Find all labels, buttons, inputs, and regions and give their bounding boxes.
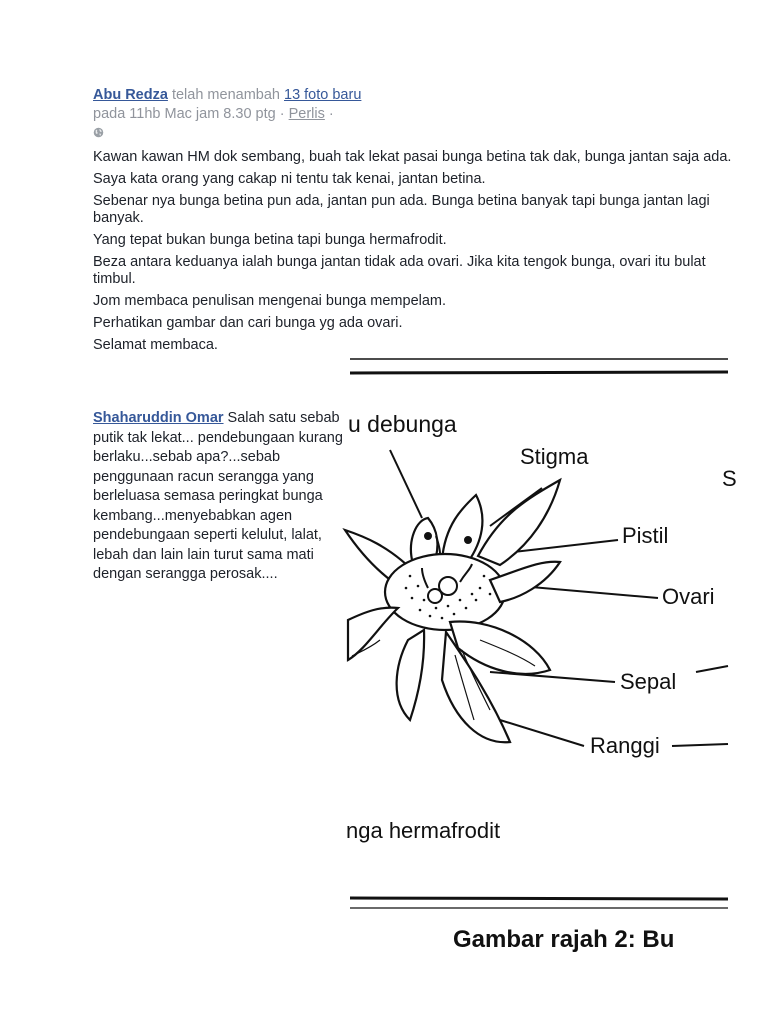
flower-diagram-svg <box>346 350 737 1010</box>
diagram-caption: nga hermafrodit <box>346 818 501 843</box>
post-body <box>93 149 733 359</box>
label-pistil: Pistil <box>622 523 669 548</box>
post-header-line1 <box>93 86 733 105</box>
label-sepal: Sepal <box>620 669 677 694</box>
post-meta-line <box>93 105 733 124</box>
post-action-text: telah menambah <box>167 87 284 103</box>
post-paragraph: Sebenar nya bunga betina pun ada, jantan pun ada. Bunga betina banyak tapi bunga jantan lagi banyak. <box>93 193 710 226</box>
post-paragraph: Perhatikan gambar dan cari bunga yg ada ovari. <box>93 315 403 331</box>
post-author-link[interactable]: Abu Redza <box>93 87 168 103</box>
post-header <box>93 86 733 124</box>
post-paragraph: Jom membaca penulisan mengenai bunga mempelam. <box>93 293 447 309</box>
figure-title: Gambar rajah 2: Bu <box>453 926 675 953</box>
comment-author-link[interactable]: Shaharuddin Omar <box>93 410 224 426</box>
label-stigma: Stigma <box>520 444 589 469</box>
post-paragraph: Saya kata orang yang cakap ni tentu tak kenai, jantan betina. <box>93 171 486 187</box>
meta-suffix: · <box>324 106 334 122</box>
photos-link[interactable]: 13 foto baru <box>284 87 362 103</box>
label-edge-char: S <box>722 466 737 491</box>
comment <box>93 409 345 585</box>
label-ovari: Ovari <box>662 584 715 609</box>
flower-diagram <box>346 350 737 1010</box>
post-timestamp: pada 11hb Mac jam 8.30 ptg · <box>93 106 289 122</box>
diagram-top-label: u debunga <box>348 411 457 437</box>
post-paragraph: Beza antara keduanya ialah bunga jantan tidak ada ovari. Jika kita tengok bunga, ovari itu bulat timbul. <box>93 254 706 287</box>
globe-icon[interactable] <box>93 127 104 138</box>
post-paragraph: Yang tepat bukan bunga betina tapi bunga hermafrodit. <box>93 232 447 248</box>
post-paragraph: Kawan kawan HM dok sembang, buah tak lekat pasai bunga betina tak dak, bunga jantan saja ada. <box>93 149 732 165</box>
flower-illustration <box>345 480 560 742</box>
location-link[interactable]: Perlis <box>288 106 325 122</box>
post-paragraph: Selamat membaca. <box>93 337 218 353</box>
label-ranggi: Ranggi <box>590 733 660 758</box>
comment-text: Salah satu sebab putik tak lekat... pendebungaan kurang berlaku...sebab apa?...sebab penggunaan racun serangga yang berleluasa semasa peringkat bunga kembang...menyebabkan agen pendebungaan seperti kelulut, lalat, lebah dan lain lain turut sama mati dengan serangga perosak.... <box>93 410 343 582</box>
